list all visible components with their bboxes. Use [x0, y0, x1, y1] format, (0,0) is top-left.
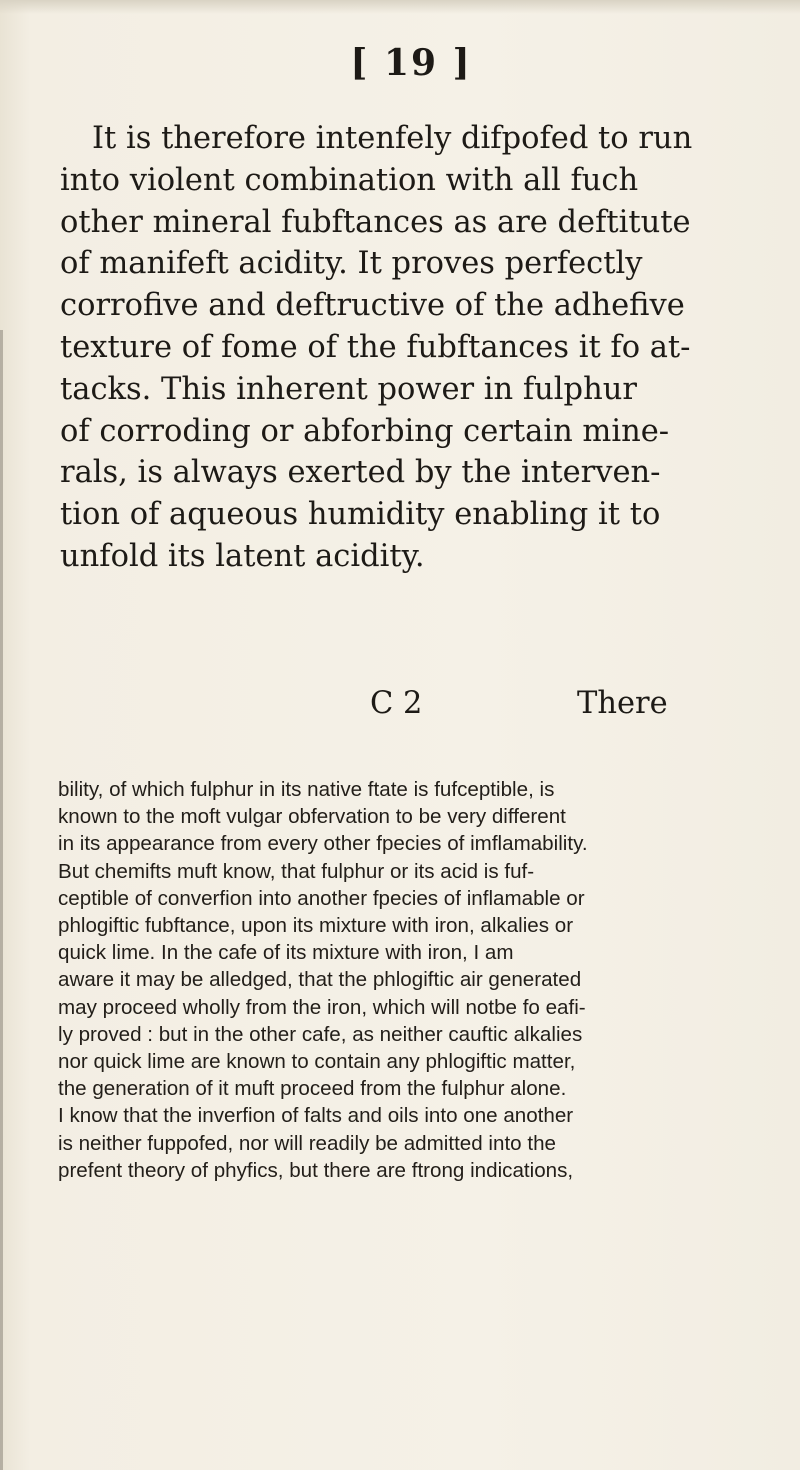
main-line: of corroding or abforbing certain mine- [60, 413, 670, 449]
footnote-line: is neither fuppofed, nor will readily be admitted into the [58, 1131, 556, 1155]
main-line: unfold its latent acidity. [60, 538, 425, 574]
main-line: other mineral fubftances as are deftitute [60, 204, 691, 240]
main-line: It is therefore intenfely difpofed to run [92, 121, 693, 156]
footnote-line: nor quick lime are known to contain any phlogiftic matter, [58, 1050, 576, 1074]
top-shadow [0, 0, 800, 14]
footnote-line: aware it may be alledged, that the phlogiftic air generated [58, 968, 582, 992]
footnote-line: quick lime. In the cafe of its mixture with iron, I am [58, 941, 514, 965]
page-number: [ 19 ] [350, 42, 472, 84]
footnote-line: phlogiftic fubftance, upon its mixture with iron, alkalies or [58, 914, 574, 938]
main-text [0, 118, 800, 578]
main-line: tion of aqueous humidity enabling it to [60, 497, 661, 533]
footnote [0, 776, 800, 1184]
footnote-line: I know that the inverfion of falts and oils into one another [58, 1104, 574, 1128]
footnote-line: bility, of which fulphur in its native ftate is fufceptible, is [58, 778, 555, 801]
main-line: tacks. This inherent power in fulphur [60, 371, 637, 407]
main-line: texture of fome of the fubftances it fo at- [60, 329, 691, 365]
footnote-line: the generation of it muft proceed from the fulphur alone. [58, 1077, 567, 1101]
main-line: of manifeft acidity. It proves perfectly [60, 246, 643, 282]
main-line: corrofive and deftructive of the adhefive [60, 288, 685, 324]
footnote-line: ceptible of converfion into another fpecies of inflamable or [58, 886, 585, 910]
footnote-line: known to the moft vulgar obfervation to be very different [58, 805, 566, 829]
footnote-line: prefent theory of phyfics, but there are ftrong indications, [58, 1158, 574, 1182]
footnote-line: in its appearance from every other fpecies of imflamability. [58, 832, 588, 856]
footnote-line: may proceed wholly from the iron, which will notbe fo eafi- [58, 995, 586, 1019]
footnote-line: ly proved : but in the other cafe, as neither cauftic alkalies [58, 1022, 583, 1046]
catchword: There [577, 686, 668, 721]
main-line: rals, is always exerted by the interven- [60, 455, 661, 491]
catch-line [0, 686, 800, 728]
signature-mark: C 2 [370, 686, 423, 721]
main-line: into violent combination with all fuch [60, 162, 639, 198]
footnote-line: But chemifts muft know, that fulphur or its acid is fuf- [58, 859, 535, 883]
